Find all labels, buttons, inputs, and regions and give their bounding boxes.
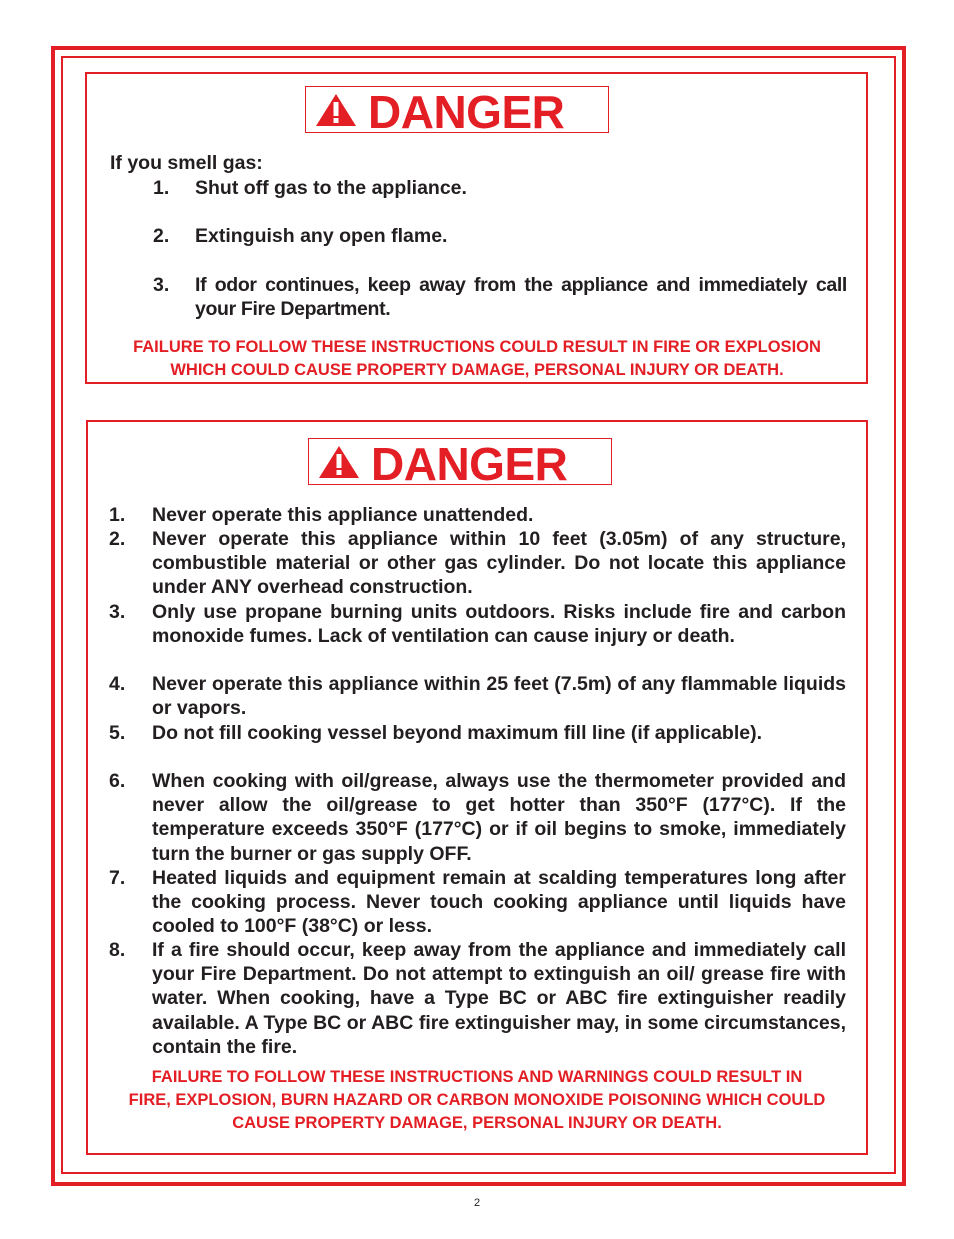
danger-title: DANGER [371, 438, 568, 490]
danger-item-number: 3. [109, 601, 126, 623]
danger-item-text: Never operate this appliance within 10 feet (3.05m) of any structure, combustible material or other gas cylinder. Do not locate this appliance under ANY overhead construction. [152, 528, 846, 599]
danger-item-number: 4. [109, 673, 126, 695]
gas-step-text: Extinguish any open flame. [195, 225, 448, 247]
gas-step-number: 3. [153, 274, 170, 296]
danger-item-number: 8. [109, 939, 126, 961]
danger-item-number: 6. [109, 770, 126, 792]
danger-item-number: 7. [109, 867, 126, 889]
warning-triangle-icon [315, 93, 357, 127]
danger-header [308, 438, 612, 490]
danger-title: DANGER [368, 86, 565, 138]
gas-step-text: If odor continues, keep away from the appliance and immediately call your Fire Department. [195, 274, 847, 321]
warning-triangle-icon [318, 445, 360, 479]
gas-step-number: 2. [153, 225, 170, 247]
danger-item-number: 5. [109, 722, 126, 744]
gas-intro: If you smell gas: [110, 152, 263, 174]
danger-header [305, 86, 609, 138]
danger-item-text: Only use propane burning units outdoors. Risks include fire and carbon monoxide fumes. Lack of ventilation can cause injury or death. [152, 601, 846, 648]
page-number: 2 [473, 1197, 481, 1209]
danger-item-text: When cooking with oil/grease, always use the thermometer provided and never allow the oil/grease to get hotter than 350°F (177°C). If the temperature exceeds 350°F (177°C) or if oil begins to smoke, immediately turn the burner or gas supply OFF. [152, 770, 846, 865]
danger-item-number: 1. [109, 504, 126, 526]
danger-item-number: 2. [109, 528, 126, 550]
danger-item-text: Do not fill cooking vessel beyond maximum fill line (if applicable). [152, 722, 763, 744]
danger-item-text: Heated liquids and equipment remain at scalding temperatures long after the cooking process. Never touch cooking appliance until liquids have cooled to 100°F (38°C) or less. [152, 867, 846, 938]
gas-warning [86, 336, 868, 382]
warning-line: FAILURE TO FOLLOW THESE INSTRUCTIONS COULD RESULT IN FIRE OR EXPLOSION [133, 338, 821, 356]
warning-line: FAILURE TO FOLLOW THESE INSTRUCTIONS AND WARNINGS COULD RESULT IN [151, 1068, 803, 1086]
operation-warning [86, 1066, 868, 1135]
warning-line: WHICH COULD CAUSE PROPERTY DAMAGE, PERSONAL INJURY OR DEATH. [170, 361, 784, 379]
danger-item-text: If a fire should occur, keep away from the appliance and immediately call your Fire Department. Do not attempt to extinguish an oil/ grease fire with water. When cooking, have a Type BC or ABC fire extinguisher readily available. A Type BC or ABC fire extinguisher may, in some circumstances, contain the fire. [152, 939, 846, 1058]
warning-line: CAUSE PROPERTY DAMAGE, PERSONAL INJURY OR DEATH. [232, 1114, 722, 1132]
danger-item-text: Never operate this appliance unattended. [152, 504, 534, 526]
gas-step-number: 1. [153, 177, 170, 199]
warning-line: FIRE, EXPLOSION, BURN HAZARD OR CARBON MONOXIDE POISONING WHICH COULD [128, 1091, 826, 1109]
gas-step-text: Shut off gas to the appliance. [195, 177, 467, 199]
danger-item-text: Never operate this appliance within 25 feet (7.5m) of any flammable liquids or vapors. [152, 673, 846, 720]
